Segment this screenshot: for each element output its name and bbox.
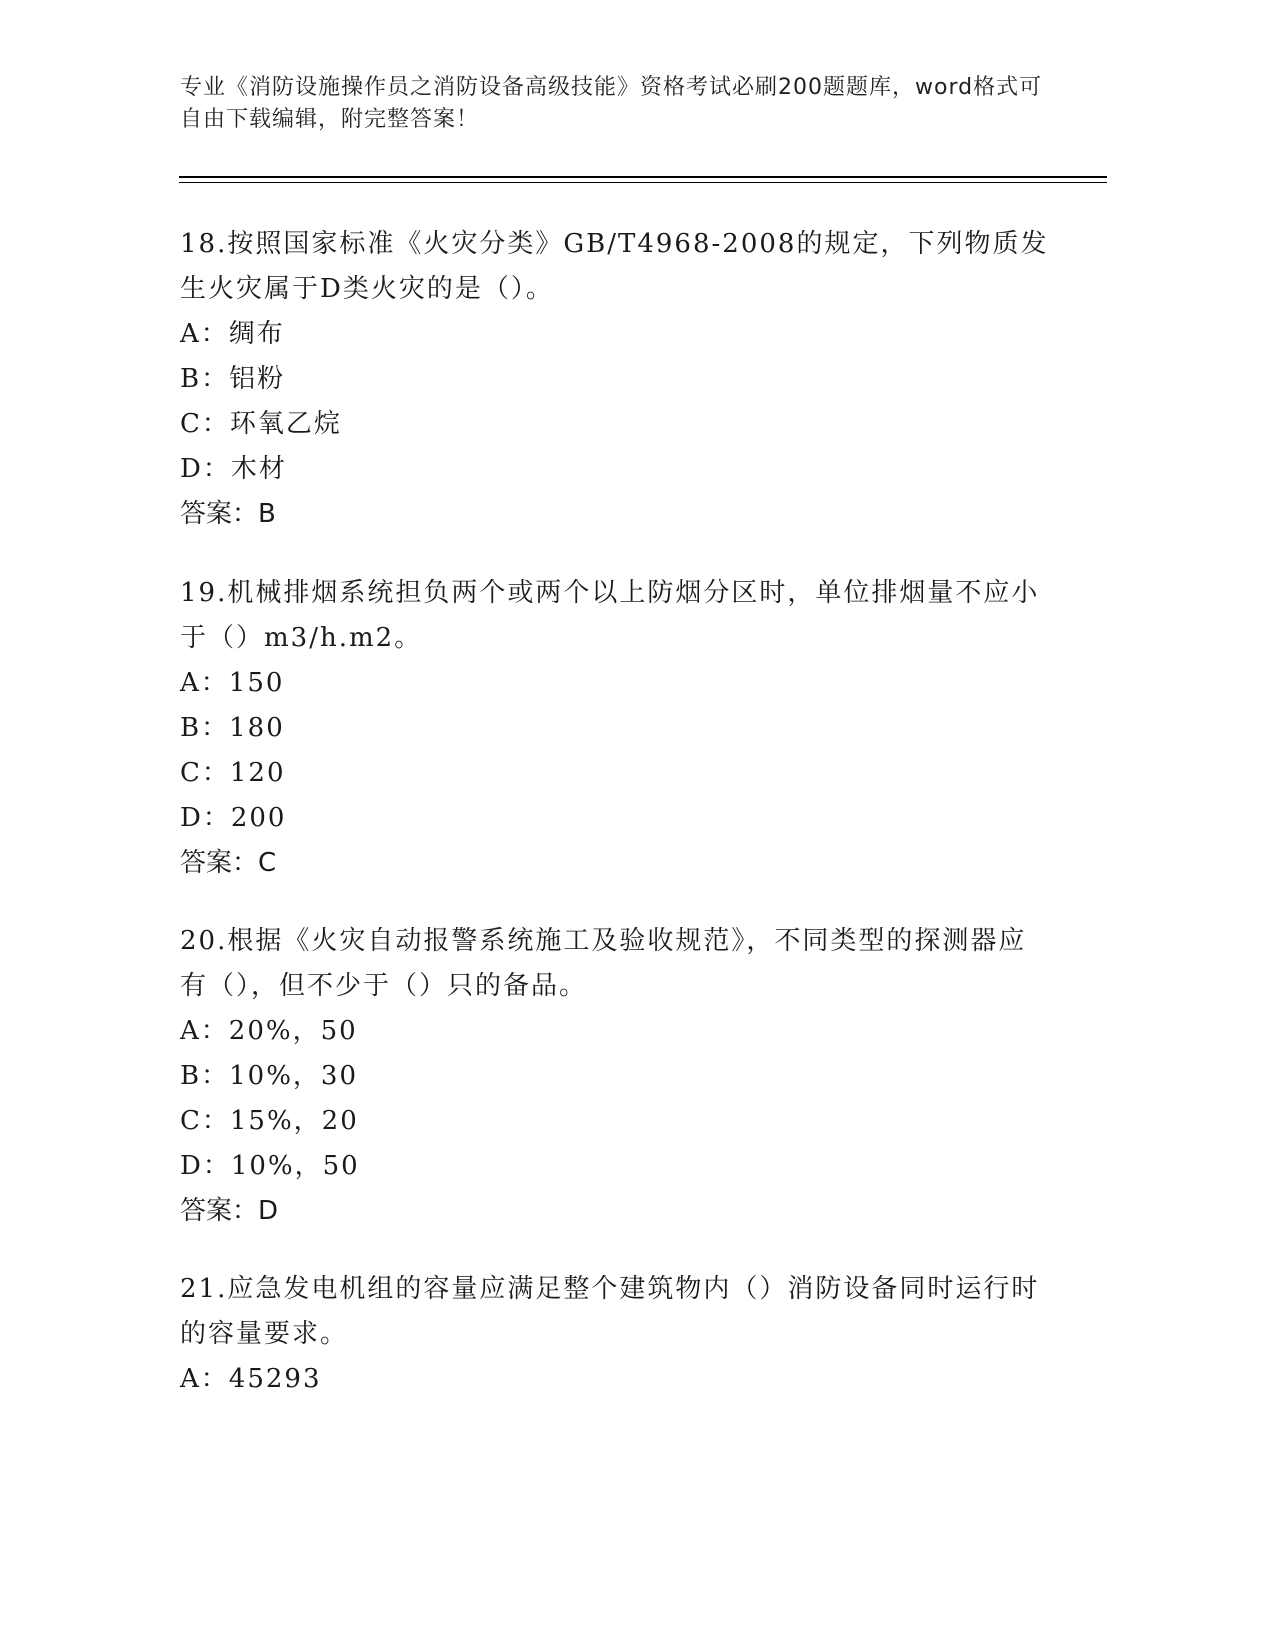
option-c: C：15%，20	[180, 1106, 359, 1136]
question-stem: 20.根据《火灾自动报警系统施工及验收规范》，不同类型的探测器应有（），但不少于（）只的备品。	[180, 926, 1027, 1001]
header-divider-thin	[179, 182, 1107, 183]
answer-line: 答案：B	[180, 499, 276, 529]
question-20	[180, 919, 1050, 1234]
question-21	[180, 1267, 1050, 1402]
option-b: B：铝粉	[180, 364, 286, 394]
option-a: A：20%，50	[180, 1016, 358, 1046]
option-a: A：150	[180, 668, 285, 698]
question-stem: 18.按照国家标准《火灾分类》GB/T4968-2008的规定，下列物质发生火灾属于D类火灾的是（）。	[180, 229, 1049, 304]
option-c: C：120	[180, 758, 286, 788]
answer-line: 答案：C	[180, 848, 277, 878]
option-b: B：180	[180, 713, 285, 743]
question-18	[180, 222, 1050, 537]
question-19	[180, 571, 1050, 886]
question-stem: 19.机械排烟系统担负两个或两个以上防烟分区时，单位排烟量不应小于（）m3/h.m2。	[180, 578, 1040, 653]
document-header: 专业《消防设施操作员之消防设备高级技能》资格考试必刷200题题库，word格式可自由下载编辑，附完整答案！	[180, 75, 1043, 132]
option-b: B：10%，30	[180, 1061, 358, 1091]
option-a: A：45293	[180, 1364, 322, 1394]
option-d: D：木材	[180, 454, 287, 484]
question-stem: 21.应急发电机组的容量应满足整个建筑物内（）消防设备同时运行时的容量要求。	[180, 1274, 1040, 1349]
option-d: D：200	[180, 803, 287, 833]
option-a: A：绸布	[180, 319, 285, 349]
header-divider-thick	[179, 176, 1107, 178]
answer-line: 答案：D	[180, 1196, 279, 1226]
option-d: D：10%，50	[180, 1151, 360, 1181]
option-c: C：环氧乙烷	[180, 409, 342, 439]
